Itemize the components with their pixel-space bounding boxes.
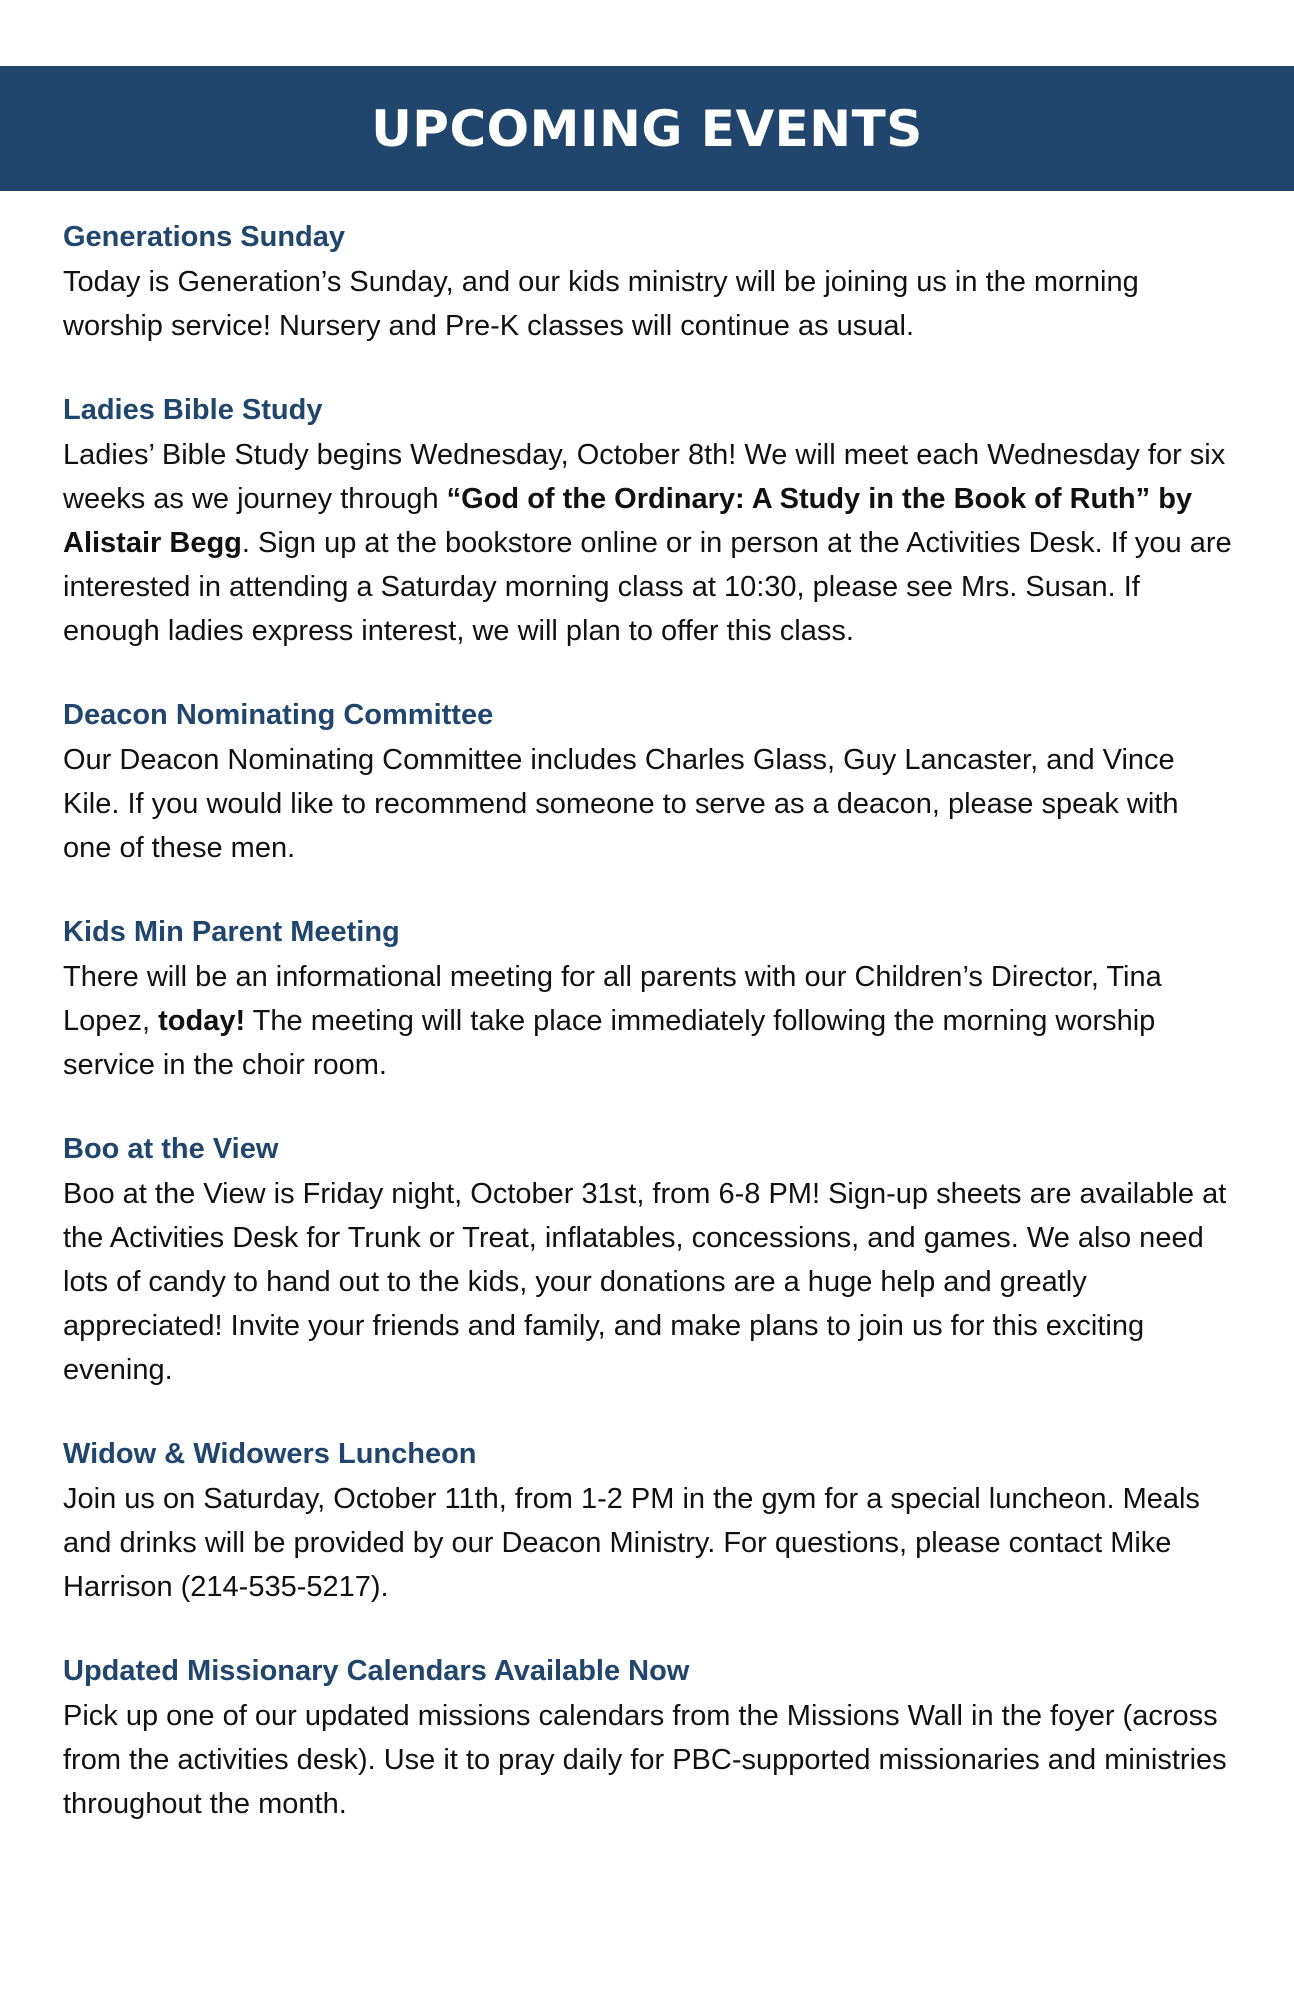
event-description-emphasis: “God of the Ordinary: A Study in the Book of Ruth” by Alistair Begg [63,483,1193,559]
event-title: Ladies Bible Study [63,394,323,426]
event-description-text: The meeting will take place immediately following the morning worship service in the choir room. [63,1005,1156,1081]
event-description: Boo at the View is Friday night, October 31st, from 6-8 PM! Sign-up sheets are available at the Activities Desk for Trunk or Treat, inflatables, concessions, and games. We also need lots of candy to hand out to the kids, your donations are a huge help and greatly appreciated! Invite your friends and family, and make plans to join us for this exciting evening. [63,1178,1227,1386]
event-description: Today is Generation’s Sunday, and our kids ministry will be joining us in the morning worship service! Nursery and Pre-K classes will continue as usual. [63,266,1139,342]
event-description: Join us on Saturday, October 11th, from 1-2 PM in the gym for a special luncheon. Meals and drinks will be provided by our Deacon Ministry. For questions, please contact Mike Harrison (214-535-5217). [63,1483,1200,1603]
event-description-text: Ladies’ Bible Study begins Wednesday, October 8th! We will meet each Wednesday for six weeks as we journey through [63,439,1226,515]
event-description [63,955,1233,1087]
event-title: Kids Min Parent Meeting [63,916,400,948]
event-missionary-calendars [63,1652,1233,1826]
event-title: Updated Missionary Calendars Available Now [63,1655,690,1687]
event-description-text: . Sign up at the bookstore online or in person at the Activities Desk. If you are interested in attending a Saturday morning class at 10:30, please see Mrs. Susan. If enough ladies express interest, we will plan to offer this class. [63,527,1232,647]
page-title: UPCOMING EVENTS [371,99,923,158]
event-description-emphasis: today! [158,1005,246,1037]
event-title: Deacon Nominating Committee [63,699,494,731]
events-list [63,218,1233,1869]
event-title: Generations Sunday [63,221,346,253]
event-description: Our Deacon Nominating Committee includes Charles Glass, Guy Lancaster, and Vince Kile. If you would like to recommend someone to serve as a deacon, please speak with one of these men. [63,744,1179,864]
header-banner [0,66,1294,191]
event-generations-sunday [63,218,1233,348]
event-kids-min-parent-meeting [63,913,1233,1087]
event-deacon-nominating-committee [63,696,1233,870]
event-boo-at-the-view [63,1130,1233,1392]
event-title: Boo at the View [63,1133,279,1165]
event-description: Pick up one of our updated missions calendars from the Missions Wall in the foyer (across from the activities desk). Use it to pray daily for PBC-supported missionaries and ministries throughout the month. [63,1700,1227,1820]
event-title: Widow & Widowers Luncheon [63,1438,477,1470]
event-description [63,433,1233,653]
event-ladies-bible-study [63,391,1233,653]
event-widow-widowers-luncheon [63,1435,1233,1609]
event-description-text: There will be an informational meeting for all parents with our Children’s Director, Tina Lopez, [63,961,1162,1037]
